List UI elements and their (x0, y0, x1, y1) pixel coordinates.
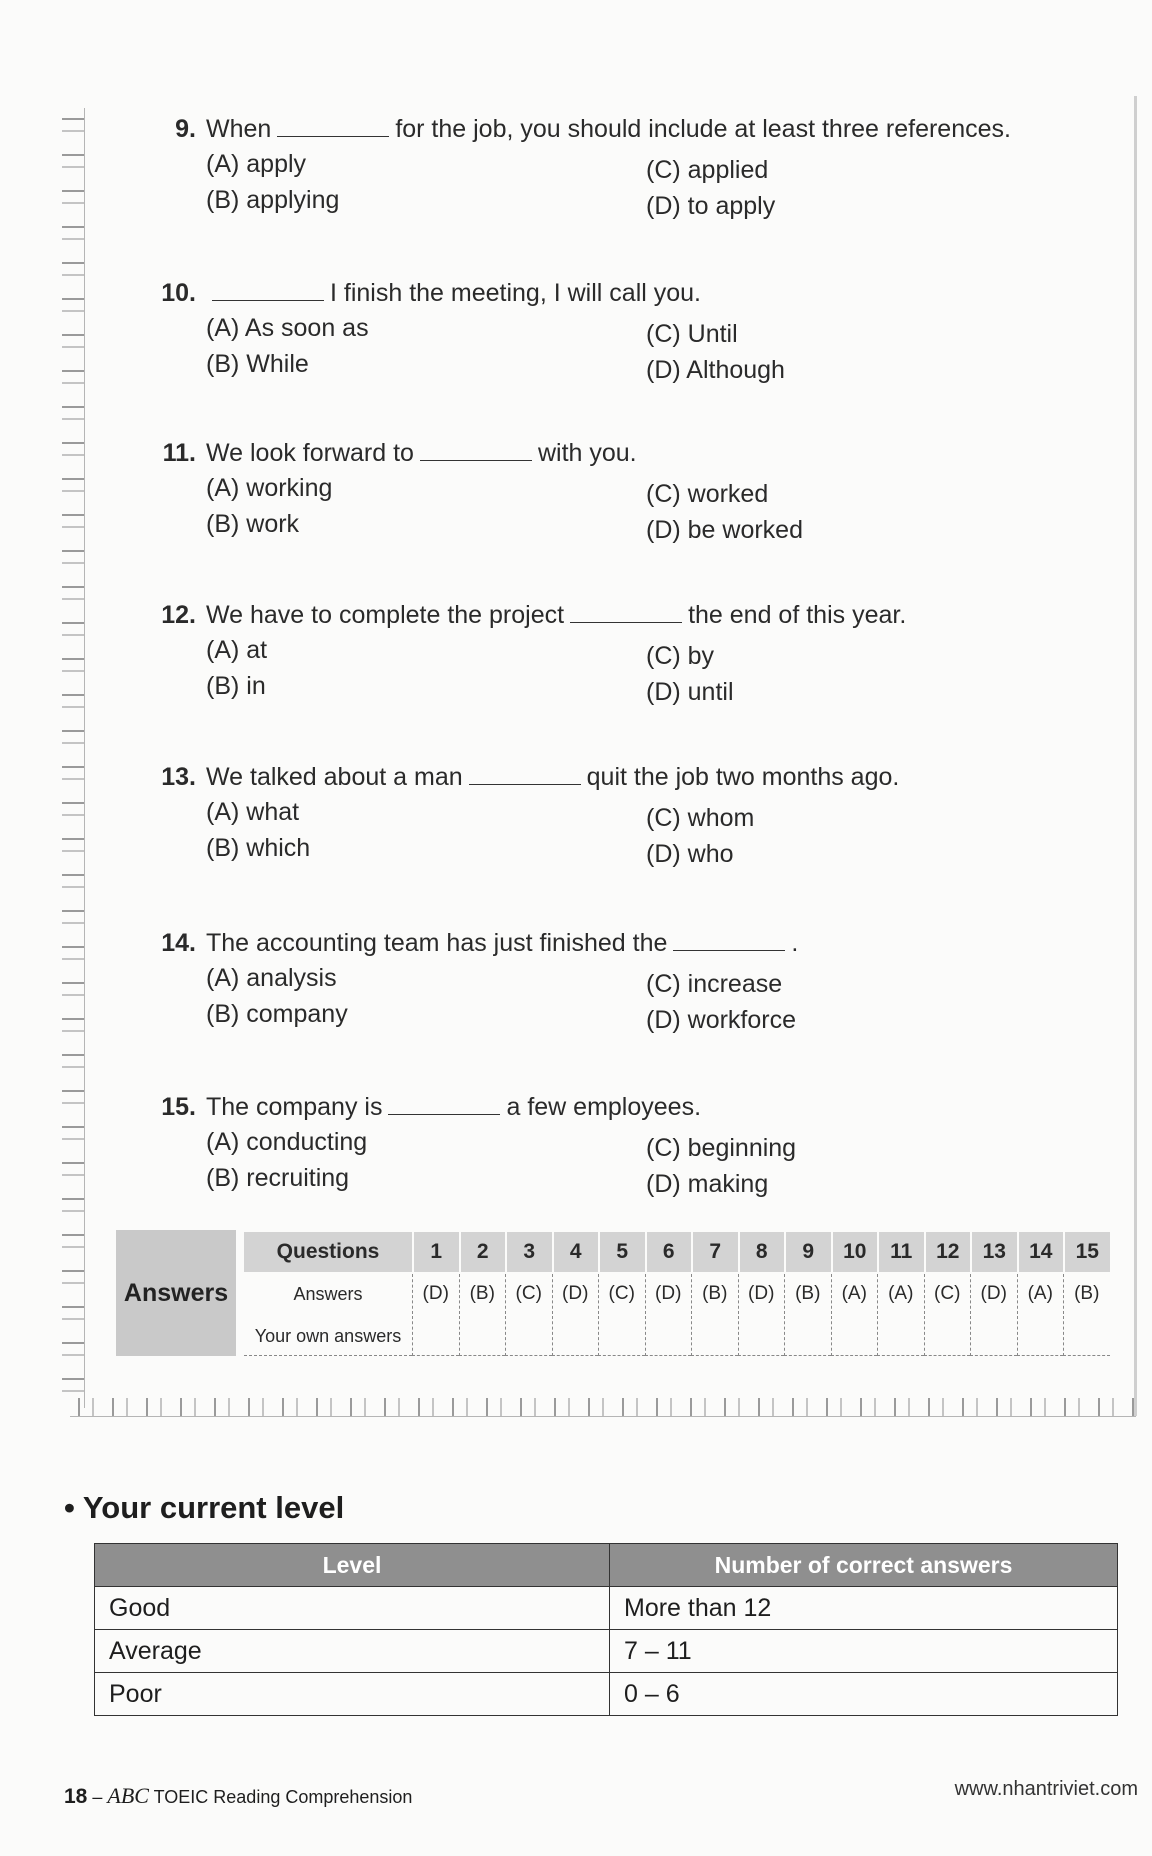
option-a: (A) analysis (206, 964, 337, 992)
question-text-before: We have to complete the project (206, 601, 565, 629)
answer-key-box (116, 1230, 1110, 1356)
question-number-cell: 9 (784, 1232, 831, 1272)
option-a: (A) conducting (206, 1128, 368, 1156)
option-b: (B) work (206, 510, 300, 538)
level-row (95, 1587, 1118, 1630)
answer-key-cell: (A) (831, 1274, 878, 1314)
level-range: More than 12 (610, 1587, 1118, 1630)
row-header: Questions (276, 1240, 380, 1263)
question-stem (148, 1090, 1068, 1124)
question-number: 14. (161, 929, 196, 957)
footer-dash: – (87, 1787, 108, 1807)
row-header: Your own answers (244, 1316, 412, 1356)
brand-mark: ABC (107, 1783, 149, 1808)
option-b: (B) applying (206, 186, 340, 214)
answer-key-cell: (C) (598, 1274, 645, 1314)
option-c: (C) increase (646, 970, 783, 998)
level-row (95, 1630, 1118, 1673)
answer-blank (570, 600, 682, 623)
question-number-cell: 2 (459, 1232, 506, 1272)
level-header: Level (95, 1544, 610, 1587)
question-number-cell: 12 (924, 1232, 971, 1272)
question-stem (148, 926, 1068, 960)
question-text-before: We look forward to (206, 439, 414, 467)
options (148, 1124, 1068, 1204)
answer-key-cell: (B) (459, 1274, 506, 1314)
own-answer-cell (552, 1316, 599, 1356)
ornamental-border-bottom (70, 1398, 1136, 1417)
own-answer-cell (505, 1316, 552, 1356)
question-number-cell: 8 (738, 1232, 785, 1272)
answer-blank (469, 762, 581, 785)
question-number-cell: 7 (691, 1232, 738, 1272)
answer-key-cell: (D) (552, 1274, 599, 1314)
question-stem (148, 598, 1068, 632)
publisher-website: www.nhantriviet.com (954, 1778, 1138, 1800)
ornamental-border-left (62, 108, 85, 1408)
level-range: 7 – 11 (610, 1630, 1118, 1673)
own-answer-cell (831, 1316, 878, 1356)
question-number: 13. (161, 763, 196, 791)
level-name: Average (95, 1630, 610, 1673)
own-answer-cell (412, 1316, 459, 1356)
level-name: Good (95, 1587, 610, 1630)
question-number: 12. (161, 601, 196, 629)
question-item (148, 1090, 1068, 1204)
book-title: TOEIC Reading Comprehension (148, 1787, 413, 1807)
answer-blank (277, 114, 389, 137)
level-range: 0 – 6 (610, 1673, 1118, 1716)
answer-blank (673, 928, 785, 951)
footer-book-info (64, 1783, 412, 1809)
answer-blank (420, 438, 532, 461)
answer-key-cell: (D) (738, 1274, 785, 1314)
option-d: (D) until (646, 678, 734, 706)
question-text-after: I finish the meeting, I will call you. (330, 279, 701, 307)
question-text-after: for the job, you should include at least three references. (395, 115, 1011, 143)
question-item (148, 112, 1068, 226)
level-section-title: • Your current level (64, 1490, 345, 1525)
option-d: (D) workforce (646, 1006, 797, 1034)
option-d: (D) to apply (646, 192, 776, 220)
question-number-cell: 1 (412, 1232, 459, 1272)
level-row (95, 1673, 1118, 1716)
question-text-before: We talked about a man (206, 763, 463, 791)
question-number: 10. (161, 279, 196, 307)
question-number: 9. (175, 115, 196, 143)
answer-row-questions (244, 1232, 1110, 1272)
answer-key-cell: (A) (877, 1274, 924, 1314)
question-text-before: The company is (206, 1093, 383, 1121)
question-number-cell: 4 (552, 1232, 599, 1272)
correct-answers-header: Number of correct answers (610, 1544, 1118, 1587)
option-c: (C) beginning (646, 1134, 797, 1162)
answer-key-cell: (B) (1063, 1274, 1110, 1314)
own-answer-cell (970, 1316, 1017, 1356)
question-text-after: quit the job two months ago. (586, 763, 900, 791)
question-stem (148, 112, 1068, 146)
option-b: (B) which (206, 834, 311, 862)
own-answer-cell (924, 1316, 971, 1356)
answer-key-cell: (D) (412, 1274, 459, 1314)
own-answer-cell (598, 1316, 645, 1356)
question-stem (148, 760, 1068, 794)
row-header: Answers (293, 1284, 363, 1304)
option-d: (D) Although (646, 356, 785, 384)
option-c: (C) worked (646, 480, 769, 508)
option-b: (B) in (206, 672, 266, 700)
question-item (148, 436, 1068, 550)
question-text-after: the end of this year. (688, 601, 907, 629)
own-answer-cell (691, 1316, 738, 1356)
own-answer-cell (784, 1316, 831, 1356)
question-item (148, 926, 1068, 1040)
level-table (94, 1543, 1118, 1716)
options (148, 470, 1068, 550)
answer-row-key (244, 1274, 1110, 1314)
answer-key-cell: (B) (784, 1274, 831, 1314)
level-name: Poor (95, 1673, 610, 1716)
page-number: 18 (64, 1785, 88, 1808)
question-number-cell: 10 (831, 1232, 878, 1272)
answer-key-cell: (B) (691, 1274, 738, 1314)
question-number-cell: 13 (970, 1232, 1017, 1272)
answer-blank (388, 1092, 500, 1115)
option-d: (D) who (646, 840, 734, 868)
options (148, 794, 1068, 874)
own-answer-cell (459, 1316, 506, 1356)
options (148, 310, 1068, 390)
option-a: (A) apply (206, 150, 307, 178)
question-item (148, 598, 1068, 712)
question-number: 11. (162, 439, 196, 467)
own-answer-cell (1017, 1316, 1064, 1356)
answers-label: Answers (116, 1230, 236, 1356)
question-number: 15. (161, 1093, 196, 1121)
option-b: (B) While (206, 350, 309, 378)
option-a: (A) As soon as (206, 314, 369, 342)
question-item (148, 760, 1068, 874)
answer-key-cell: (A) (1017, 1274, 1064, 1314)
option-b: (B) recruiting (206, 1164, 350, 1192)
question-number-cell: 15 (1063, 1232, 1110, 1272)
question-text-after: with you. (537, 439, 637, 467)
option-a: (A) what (206, 798, 300, 826)
own-answer-cell (877, 1316, 924, 1356)
question-text-after: a few employees. (506, 1093, 702, 1121)
option-c: (C) Until (646, 320, 738, 348)
options (148, 960, 1068, 1040)
option-d: (D) be worked (646, 516, 803, 544)
options (148, 632, 1068, 712)
own-answer-cell (1063, 1316, 1110, 1356)
answer-row-own (244, 1316, 1110, 1356)
question-stem (148, 436, 1068, 470)
question-item (148, 276, 1068, 390)
option-c: (C) by (646, 642, 715, 670)
answer-key-cell: (D) (645, 1274, 692, 1314)
option-a: (A) at (206, 636, 268, 664)
question-text-before: When (206, 115, 272, 143)
option-c: (C) whom (646, 804, 755, 832)
answer-key-cell: (D) (970, 1274, 1017, 1314)
question-number-cell: 11 (877, 1232, 924, 1272)
question-number-cell: 6 (645, 1232, 692, 1272)
answer-key-cell: (C) (505, 1274, 552, 1314)
question-stem (148, 276, 1068, 310)
option-d: (D) making (646, 1170, 769, 1198)
own-answer-cell (645, 1316, 692, 1356)
own-answer-cell (738, 1316, 785, 1356)
option-a: (A) working (206, 474, 333, 502)
option-b: (B) company (206, 1000, 348, 1028)
answer-key-table (244, 1230, 1110, 1356)
answer-key-cell: (C) (924, 1274, 971, 1314)
option-c: (C) applied (646, 156, 769, 184)
question-text-after: . (791, 929, 799, 957)
options (148, 146, 1068, 226)
question-number-cell: 14 (1017, 1232, 1064, 1272)
answer-blank (212, 278, 324, 301)
question-number-cell: 3 (505, 1232, 552, 1272)
question-text-before: The accounting team has just finished the (206, 929, 668, 957)
question-number-cell: 5 (598, 1232, 645, 1272)
